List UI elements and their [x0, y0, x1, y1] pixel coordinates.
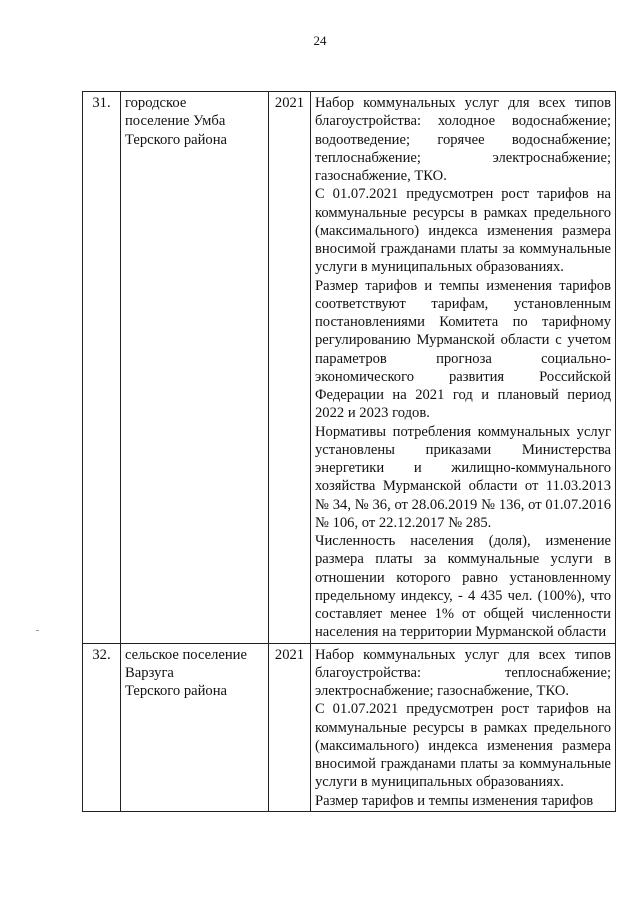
municipality-name-line: сельское поселение — [125, 646, 247, 663]
tariff-table — [82, 91, 616, 812]
municipality-name-line: Терского района — [125, 683, 227, 699]
municipality-name — [121, 92, 269, 644]
scan-mark — [36, 630, 39, 631]
description-paragraph: Набор коммунальных услуг для всех типов благоустройства: холодное водоснабжение; водоотведение; горячее водоснабжение; теплоснабжение; электроснабжение; газоснабжение, ТКО. — [315, 95, 611, 184]
description-paragraph: С 01.07.2021 предусмотрен рост тарифов на коммунальные ресурсы в рамках предельного (максимального) индекса изменения размера вносимой гражданами платы за коммунальные услуги в муниципальных образованиях. — [315, 701, 611, 791]
table-row — [83, 643, 616, 811]
row-number: 32. — [83, 643, 121, 811]
description-paragraph: Численность населения (доля), изменение размера платы за коммунальные услуги в отношении которого равно установленному предельному индексу, - 4 435 чел. (100%), что составляет менее 1% от общей численности населения на территории Мурманской области — [315, 533, 611, 641]
municipality-name — [121, 643, 269, 811]
municipality-name-line: поселение Умба — [125, 113, 226, 130]
row-number: 31. — [83, 92, 121, 644]
municipality-name-line: Терского района — [125, 131, 227, 148]
year-cell: 2021 — [269, 92, 311, 644]
description-paragraph: Нормативы потребления коммунальных услуг установлены приказами Министерства энергетики и жилищно-коммунального хозяйства Мурманской области от 11.03.2013 № 34, № 36, от 28.06.2019 № 136, от 01.07.2016 № 106, от 22.12.2017 № 285. — [315, 423, 611, 531]
description-paragraph: Размер тарифов и темпы изменения тарифов — [315, 792, 594, 809]
description-paragraph: Размер тарифов и темпы изменения тарифов соответствуют тарифам, установленным постановлениями Комитета по тарифному регулированию Мурманской области с учетом параметров прогноза социально-экономического развития Российской Федерации на 2021 год и плановый период 2022 и 2023 годов. — [315, 277, 611, 422]
page-number: 24 — [313, 33, 327, 48]
description-paragraph: С 01.07.2021 предусмотрен рост тарифов на коммунальные ресурсы в рамках предельного (максимального) индекса изменения размера вносимой гражданами платы за коммунальные услуги в муниципальных образованиях. — [315, 186, 611, 276]
description-cell — [311, 92, 616, 644]
description-paragraph: Набор коммунальных услуг для всех типов благоустройства: теплоснабжение; электроснабжение; газоснабжение, ТКО. — [315, 646, 611, 699]
year-cell: 2021 — [269, 643, 311, 811]
municipality-name-line: Варзуга — [125, 664, 174, 681]
description-cell — [311, 643, 616, 811]
municipality-name-line: городское — [125, 95, 187, 111]
table-row — [83, 92, 616, 644]
